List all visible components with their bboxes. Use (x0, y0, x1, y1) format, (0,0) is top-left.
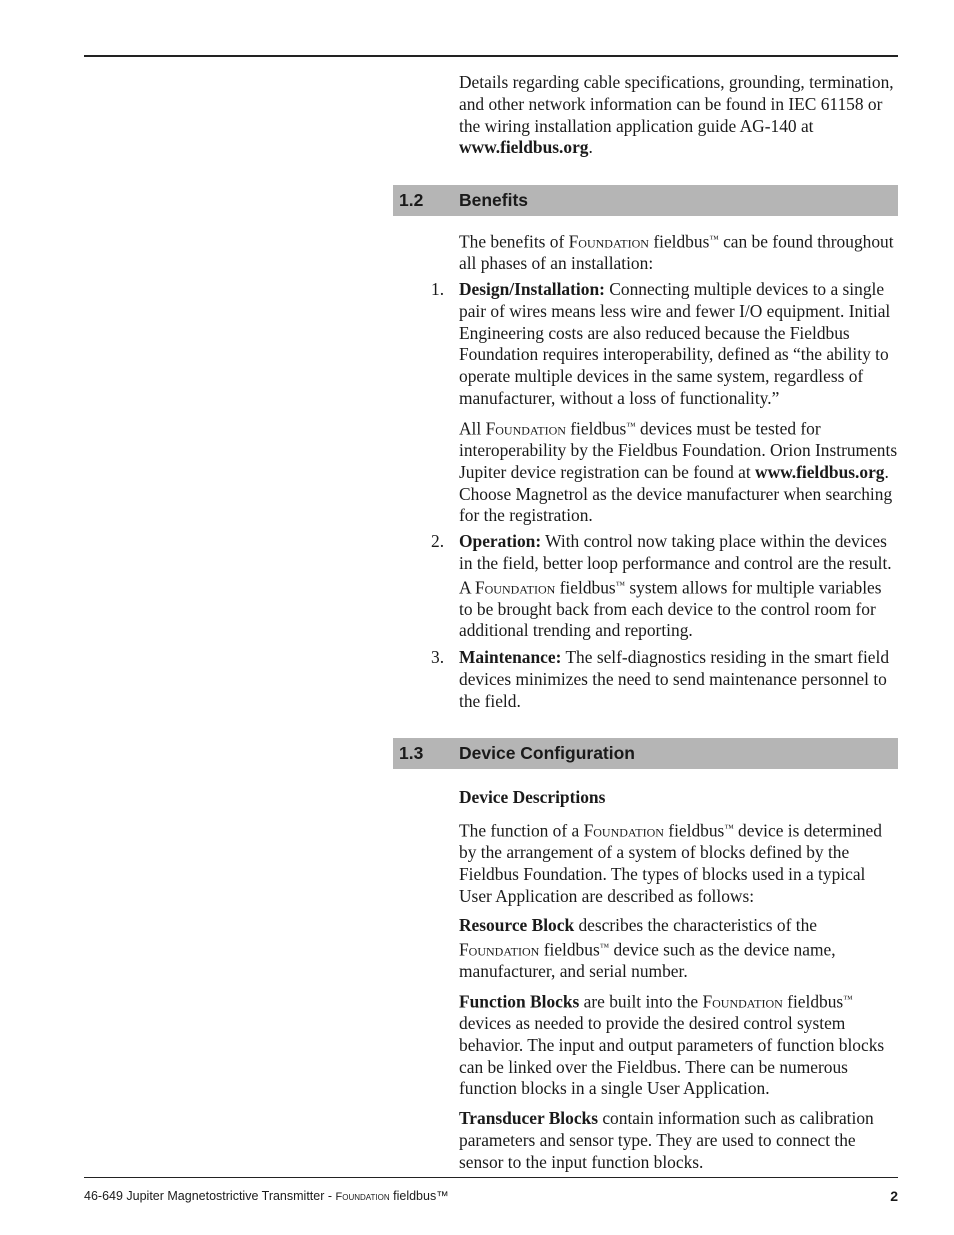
section-title: Benefits (459, 190, 529, 210)
footer-foundation: Foundation (335, 1191, 390, 1203)
resource-label: Resource Block (459, 915, 575, 935)
list-item-3 (459, 647, 899, 712)
intro-text: Details regarding cable specifications, grounding, termination, and other network information can be found in IEC 61158 or the wiring installation application guide AG-140 at (459, 72, 894, 136)
fieldbus-link: www.fieldbus.org (755, 461, 885, 482)
transducer-blocks-paragraph (459, 1108, 899, 1173)
list-item-2 (459, 531, 899, 642)
fieldbus-word: fieldbus (648, 231, 710, 252)
section-number: 1.3 (399, 743, 424, 763)
section-title: Device Configuration (459, 743, 635, 763)
trademark: ™ (709, 234, 719, 245)
footer-title (84, 1189, 449, 1203)
trademark: ™ (615, 579, 626, 591)
list-number-3: 3. (431, 647, 445, 667)
resource-block-paragraph (459, 915, 899, 983)
trademark: ™ (626, 421, 636, 432)
list-item-label: Operation: (459, 531, 542, 551)
intro-link: www.fieldbus.org (459, 137, 589, 158)
page-number: 2 (890, 1188, 898, 1204)
device-descriptions-heading (459, 787, 899, 809)
extra-a: All (459, 418, 486, 439)
list-item-text-b: system allows for multiple variables to be brought back from each device to the control room for additional trending and reporting. (459, 576, 882, 641)
function-b: devices as needed to provide the desired control system behavior. The input and output parameters of function blocks can be linked over the Fieldbus. There can be numerous function blocks in a single User Application. (459, 1013, 885, 1099)
section-number: 1.2 (399, 190, 424, 210)
list-item-1 (459, 279, 899, 410)
subheading: Device Descriptions (459, 787, 606, 807)
section-1-3-header (393, 738, 898, 769)
list-item-text-a: With control now taking place within the devices in the field, better loop performance and control are the result. A (459, 531, 892, 597)
trademark: ™ (724, 823, 734, 834)
benefits-lead-a: The benefits of (459, 231, 569, 252)
foundation-word: Foundation (702, 991, 783, 1012)
footer-text-b: fieldbus™ (389, 1189, 449, 1203)
benefits-lead-b: can be found throughout all phases of an installation: (459, 231, 894, 274)
list-number-1: 1. (431, 279, 445, 299)
section-1-2-header (393, 185, 898, 216)
footer-text-a: 46-649 Jupiter Magnetostrictive Transmitter - (84, 1189, 336, 1203)
transducer-text: contain information such as calibration parameters and sensor type. They are used to connect the sensor to the input function blocks. (459, 1108, 874, 1172)
fieldbus-word: fieldbus (539, 939, 600, 960)
list-item-label: Design/Installation: (459, 279, 605, 299)
list-number-2: 2. (431, 531, 445, 551)
p1-b: device is determined by the arrangement of a system of blocks defined by the Fieldbus Foundation. The types of blocks used in a typical User Application are described as follows: (459, 820, 882, 906)
foundation-word: Foundation (485, 418, 566, 439)
fieldbus-word: fieldbus (663, 820, 725, 841)
function-blocks-paragraph (459, 989, 899, 1100)
fieldbus-word: fieldbus (782, 991, 844, 1012)
list-item-1-extra (459, 416, 899, 527)
function-label: Function Blocks (459, 991, 580, 1012)
bottom-rule (84, 1177, 898, 1178)
foundation-word: Foundation (568, 231, 649, 252)
foundation-word: Foundation (583, 820, 664, 841)
list-item-text: Connecting multiple devices to a single pair of wires means less wire and fewer I/O equipment. Initial Engineering costs are also reduced because the Fieldbus Foundation requires interoperability, defined as “the ability to operate multiple devices in the same system, regardless of manufacturer, without a loss of functionality.” (459, 279, 891, 408)
transducer-label: Transducer Blocks (459, 1108, 598, 1128)
trademark: ™ (599, 941, 610, 953)
fieldbus-word: fieldbus (555, 576, 616, 597)
fieldbus-word: fieldbus (565, 418, 627, 439)
function-a: are built into the (579, 991, 703, 1012)
resource-b: device such as the device name, manufacturer, and serial number. (459, 939, 836, 981)
device-function-paragraph (459, 818, 899, 907)
top-rule (84, 55, 898, 57)
list-item-label: Maintenance: (459, 647, 562, 667)
foundation-word: Foundation (474, 576, 556, 597)
extra-b: devices must be tested for interoperability by the Fieldbus Foundation. Orion Instruments Jupiter device registration can be found at (459, 418, 898, 482)
intro-paragraph (459, 72, 899, 159)
p1-a: The function of a (459, 820, 584, 841)
resource-a: describes the characteristics of the (574, 915, 817, 935)
intro-end: . (588, 137, 593, 158)
foundation-word: Foundation (459, 939, 540, 960)
trademark: ™ (843, 994, 853, 1005)
list-item-text: The self-diagnostics residing in the smart field devices minimizes the need to send maintenance personnel to the field. (459, 647, 890, 711)
benefits-lead (459, 229, 899, 275)
extra-c: . Choose Magnetrol as the device manufacturer when searching for the registration. (459, 461, 893, 526)
